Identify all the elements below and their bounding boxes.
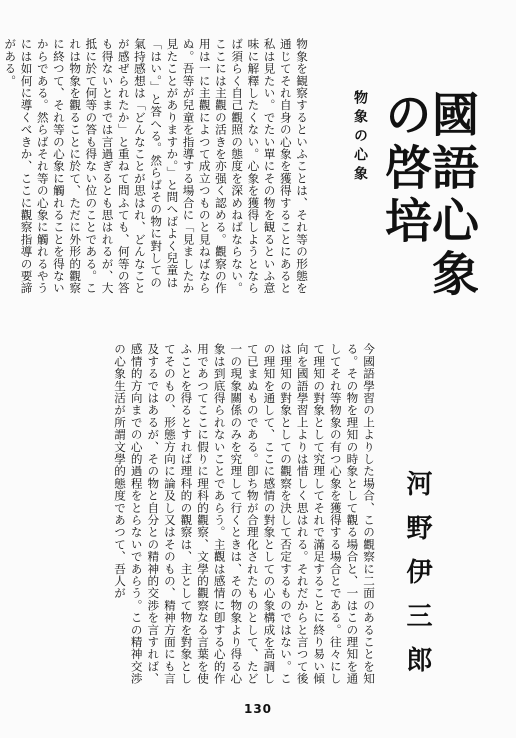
section-heading: 物象の心象 <box>352 90 368 185</box>
body-text-upper: 物象を観察するといふことは、それ等の形態を通じてそれ自身の心象を獲得することにあると私は見たい。でたい單にその物を観るといふ意味に解釋したくない。心象を獲得しようとならば須らく自己觀照の態度を深めねばならない。ここには主觀の活きを亦强く認める。觀察の作用は一に主觀によつて成立つものと見ねばならぬ。吾等が兒童を指導する場合に「見ましたか見たことがありますか。」と問へばよく兒童は「はい。」と答へる。然らばその物に對しての氣持感想は「どんなことが思はれ、どんなことが感ぜられたか」と重ねて問ふても、何等の答も得ないとまでは言過ぎるとも思はれるが、大抵に於て何等の答も得ない位のことである。これは物象を觀ることに於て、ただに外形的觀察に終つて、それ等の心象に觸れることを得ないからである。然らばそれ等の心象に觸れるやうには如何に導くべきか、ここに觀察指導の要諦がある。 <box>3 38 309 295</box>
body-text-lower: 今國語學習の上よりした場合、この觀察に二面のあることを知る。その物を理知の時象として觀る場合と、一はこの理知を通してそれ等物象の有つ心象を獲得する場合とである。往々にして理知の對象として究理してそれで滿足することに終り易い傾向を國語學習上よりは惜しく思はれる。それだからと言つて後は理知の對象としての觀察を決して否定するものではない。この理知を通して、ここに感情の對象としての心象構成を高調して已まぬものである。卽ち物が合理化されたものとして、たど一の現象關係のみを究理して行くときは、その物象より得る心象は到底得られないことであらう。主觀は感情に卽する心的作用であつてここに假りに理科的觀察、文學的觀察なる言葉を使ふことを得るとすれば理科的の觀察は、主として物を對象としてそのもの、形態方向に論及し又はそのもの、精神方面にも言及するではあるが、その物と自分との精神的交渉を言すれば、感情的方向までの心的過程をとらないであらう。この精神交渉の心象生活が所謂文學的態度であつて、吾人が <box>113 343 376 685</box>
author-name: 河野伊三郎 <box>402 470 432 690</box>
page-number: 130 <box>243 702 273 716</box>
article-title: 國語心象の啓培 <box>377 90 479 302</box>
